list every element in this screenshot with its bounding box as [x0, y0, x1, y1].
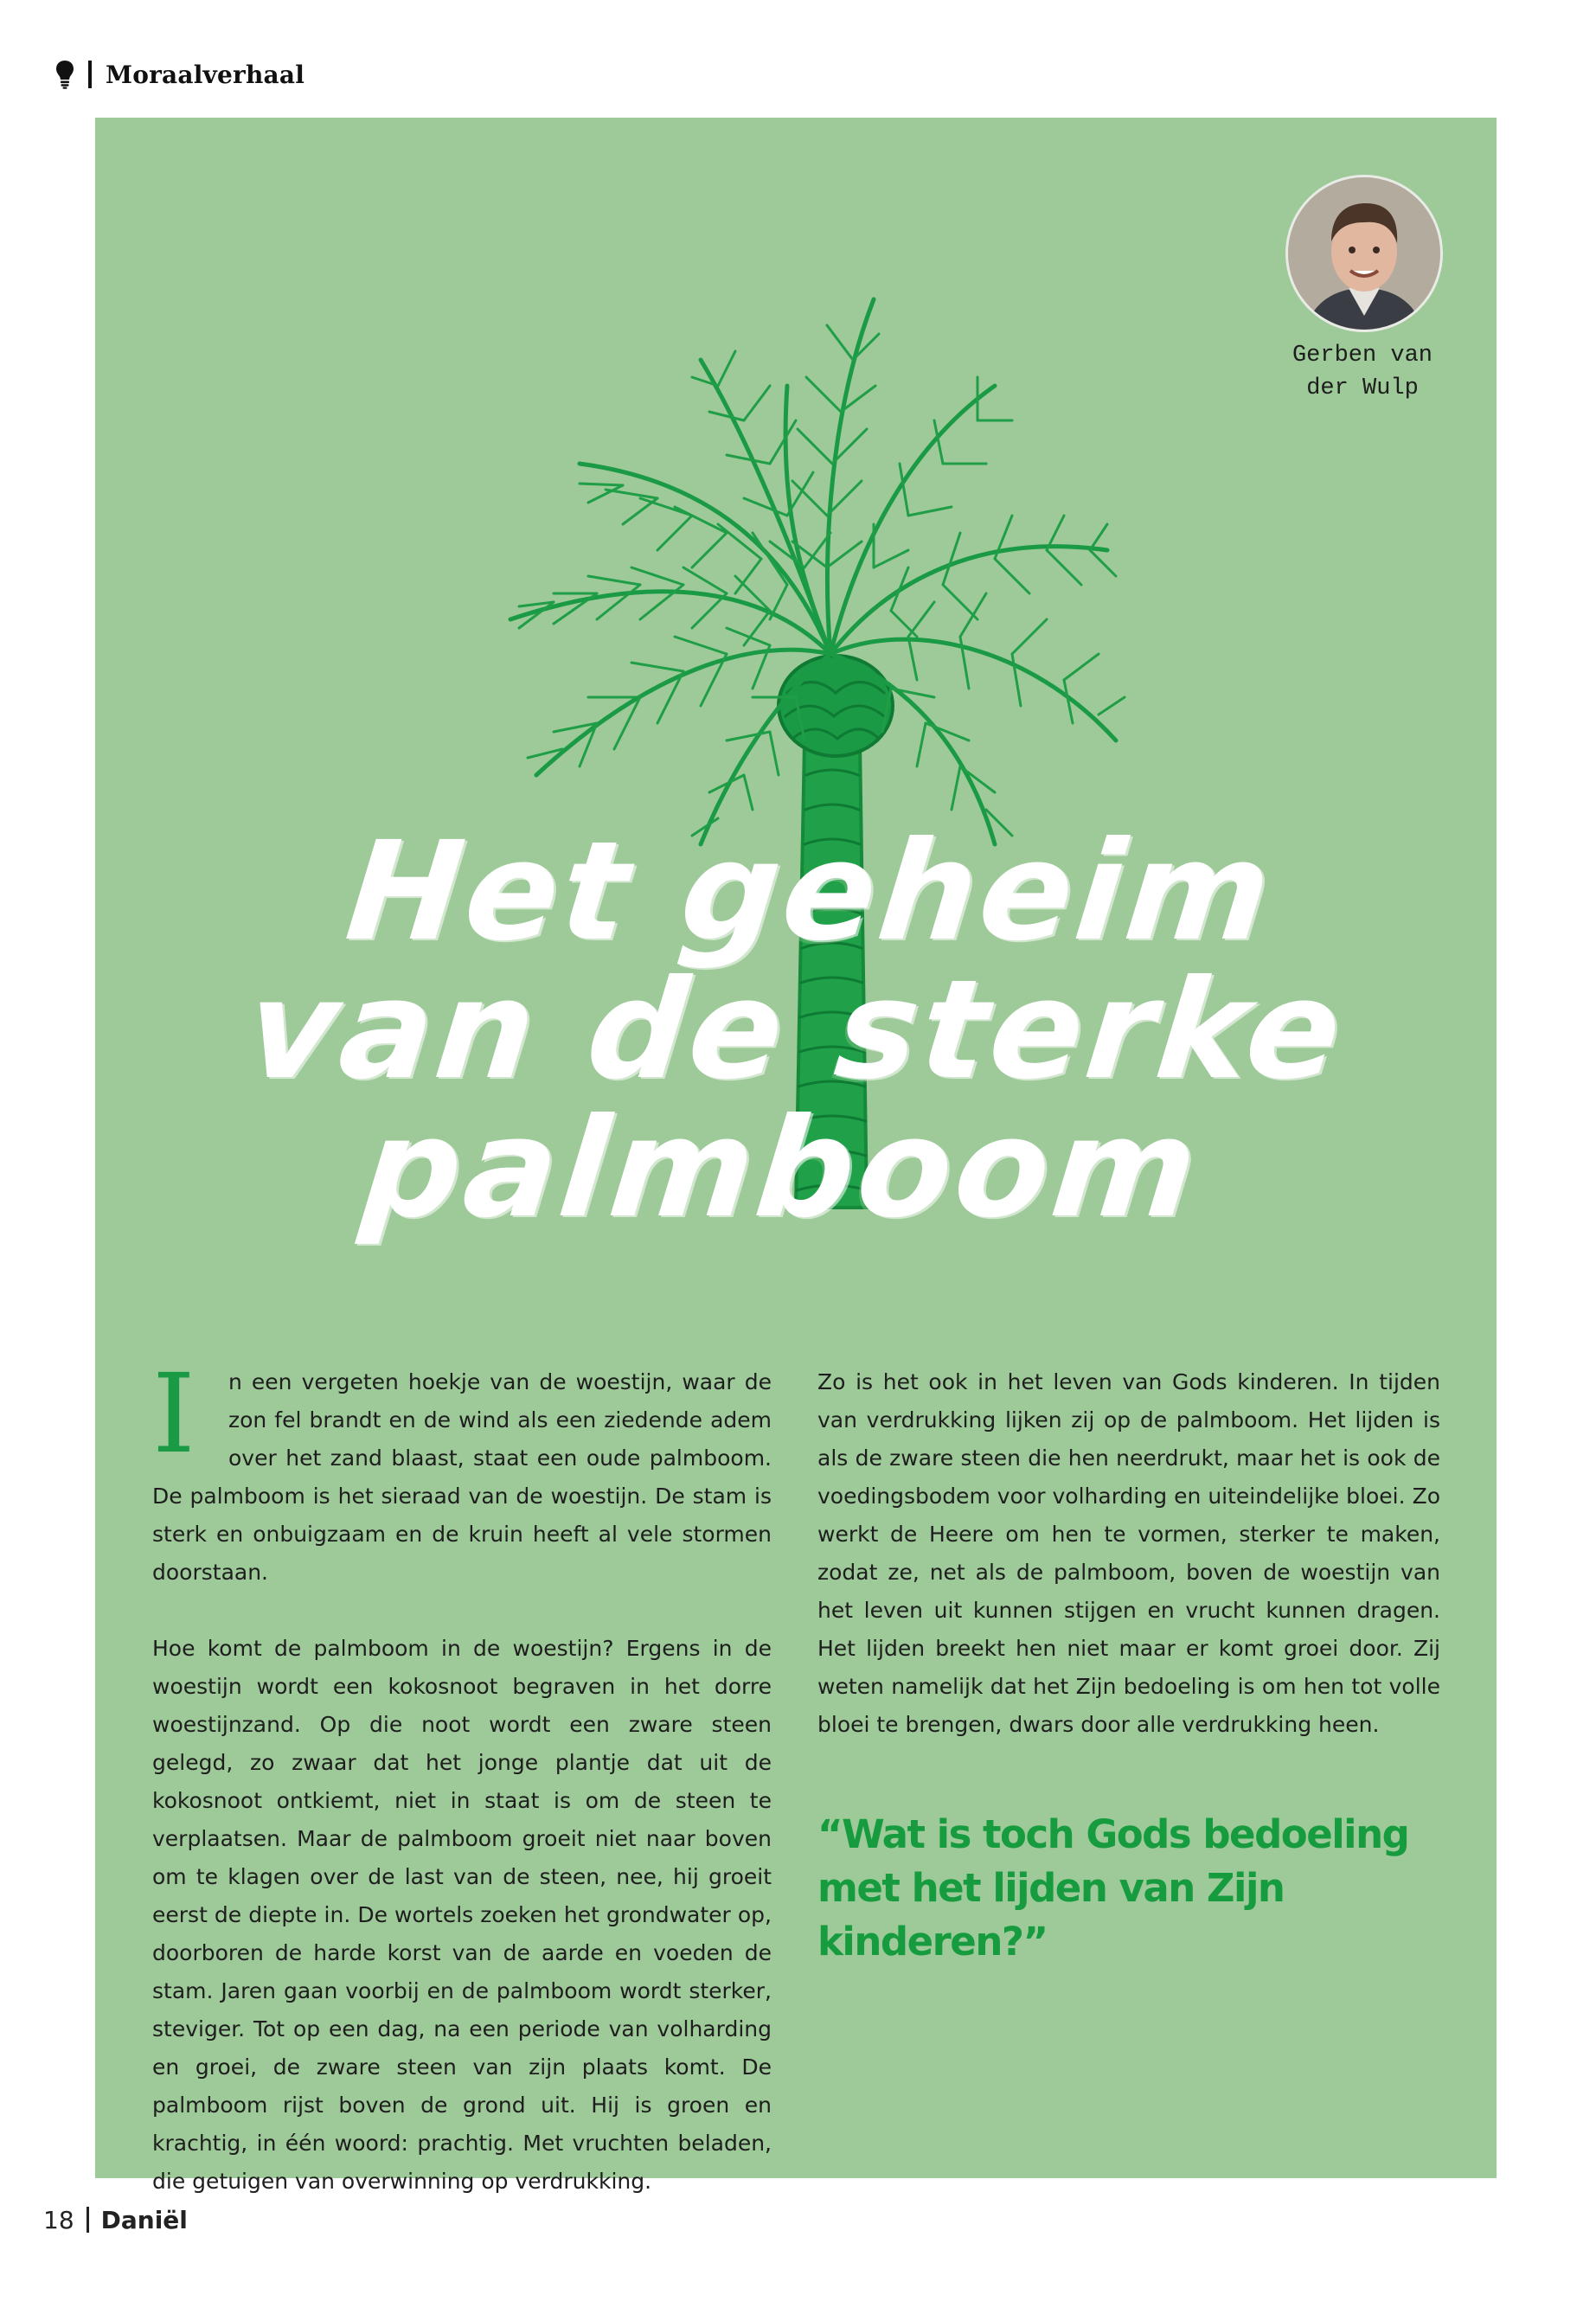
- body-column-left: [152, 1350, 772, 2201]
- header-divider: [88, 61, 92, 88]
- author-name-line2: der Wulp: [1306, 375, 1419, 401]
- body-paragraph-2: Hoe komt de palmboom in de woestijn? Ergens in de woestijn wordt een kokosnoot begraven in het dorre woestijnzand. Op die noot wordt een zware steen gelegd, zo zwaar dat het jonge plantje dat uit de kokosnoot ontkiemt, niet in staat is om de steen te verplaatsen. Maar de palmboom groeit niet naar boven om te klagen over de last van de steen, nee, hij groeit eerst de diepte in. De wortels zoeken het grondwater op, doorboren de harde korst van de aarde en voeden de stam. Jaren gaan voorbij en de palmboom wordt sterker, steviger. Tot op een dag, na een periode van volharding en groei, de zware steen van zijn plaats komt. De palmboom rijst boven de grond uit. Hij is groen en krachtig, in één woord: prachtig. Met vruchten beladen, die getuigen van overwinning op verdrukking.: [152, 1636, 772, 2194]
- pull-quote: [817, 1808, 1440, 1969]
- author-portrait: [1288, 177, 1440, 330]
- drop-cap: I: [152, 1350, 195, 1477]
- pull-quote-line2: met het lijden van Zijn kinderen?”: [817, 1865, 1285, 1965]
- page-header: [55, 55, 304, 93]
- article-title: [221, 812, 1371, 1248]
- pull-quote-line1: “Wat is toch Gods bedoeling: [817, 1811, 1409, 1857]
- lightbulb-icon: [55, 60, 74, 89]
- body-paragraph-3: Zo is het ook in het leven van Gods kinderen. In tijden van verdrukking lijken zij op de palmboom. Het lijden is als de zware steen die hen neerdrukt, maar het is ook de voedingsbodem voor volharding en uiteindelijke bloei. Zo werkt de Heere om hen te vormen, sterker te maken, zodat ze, net als de palmboom, boven de woestijn van het leven uit kunnen stijgen en vrucht kunnen dragen. Het lijden breekt hen niet maar er komt groei door. Zij weten namelijk dat het Zijn bedoeling is om hen tot volle bloei te brengen, dwars door alle verdrukking heen.: [817, 1369, 1440, 1737]
- paragraph-1-text: n een vergeten hoekje van de woestijn, waar de zon fel brandt en de wind als een ziedende adem over het zand blaast, staat een oude palmboom. De palmboom is het sieraad van de woestijn. De stam is sterk en onbuigzaam en de kruin heeft al vele stormen doorstaan.: [152, 1369, 772, 1585]
- section-label: Moraalverhaal: [106, 60, 305, 89]
- footer-divider: [87, 2207, 89, 2233]
- author-name: [1272, 339, 1453, 405]
- title-line1: Het geheim: [339, 812, 1281, 971]
- author-photo: [1285, 175, 1443, 332]
- page-footer: [43, 2204, 188, 2235]
- article-panel: [95, 118, 1497, 2194]
- magazine-name: Daniël: [100, 2205, 188, 2234]
- author-name-line1: Gerben van: [1292, 343, 1433, 369]
- body-column-right: [817, 1363, 1440, 1969]
- title-line3: palmboom: [355, 1089, 1208, 1248]
- title-line2: van de sterke: [240, 951, 1352, 1110]
- page-number: 18: [43, 2205, 74, 2234]
- body-paragraph-1: [152, 1350, 772, 1592]
